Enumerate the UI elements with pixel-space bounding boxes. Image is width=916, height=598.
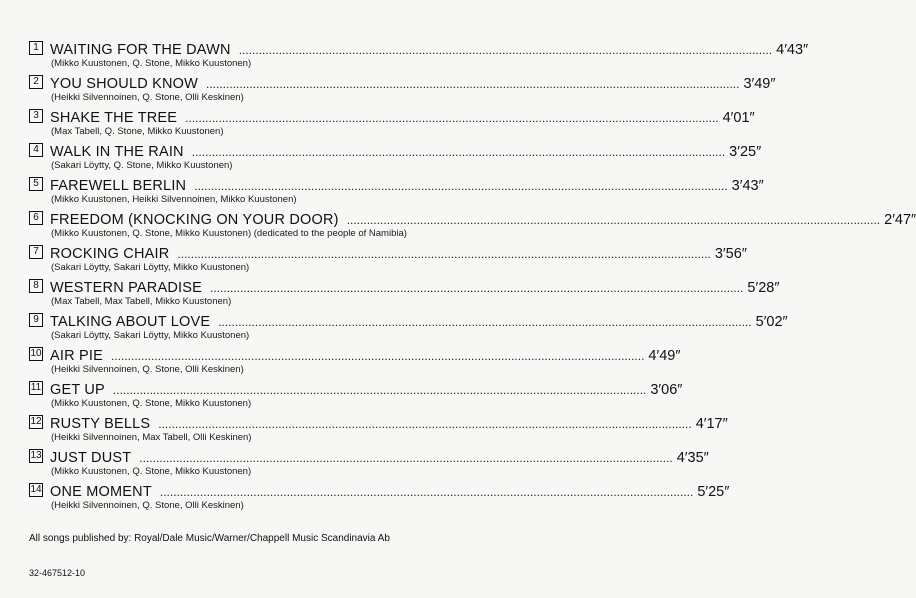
track-title-line xyxy=(50,107,755,127)
dot-leader: ................................................................................................................................................................ xyxy=(112,383,647,397)
track-credits: (Max Tabell, Max Tabell, Mikko Kuustonen) xyxy=(51,296,232,307)
track-row xyxy=(29,345,681,379)
track-duration: 3′43″ xyxy=(731,178,764,194)
track-number-box: 2 xyxy=(29,75,43,89)
track-credits: (Sakari Löytty, Q. Stone, Mikko Kuustonen) xyxy=(51,160,233,171)
track-title: GET UP xyxy=(50,382,105,398)
track-title-line xyxy=(50,209,916,229)
track-credits: (Heikki Silvennoinen, Q. Stone, Olli Keskinen) xyxy=(51,92,244,103)
track-row xyxy=(29,413,728,447)
track-number-box: 6 xyxy=(29,211,43,225)
track-credits: (Mikko Kuustonen, Q. Stone, Mikko Kuustonen) xyxy=(51,58,252,69)
dot-leader: ................................................................................................................................................................ xyxy=(158,417,692,431)
dot-leader: ................................................................................................................................................................ xyxy=(209,281,744,295)
dot-leader: ................................................................................................................................................................ xyxy=(194,179,728,193)
track-number-box: 8 xyxy=(29,279,43,293)
publisher-note: All songs published by: Royal/Dale Music/Warner/Chappell Music Scandinavia Ab xyxy=(29,533,390,544)
track-number-box: 1 xyxy=(29,41,43,55)
track-title-line xyxy=(50,345,681,365)
dot-leader: ................................................................................................................................................................ xyxy=(159,485,694,499)
track-title: ROCKING CHAIR xyxy=(50,246,170,262)
track-number-box: 12 xyxy=(30,416,42,427)
track-title-line xyxy=(50,447,709,467)
track-title-line xyxy=(50,73,776,93)
track-title-line xyxy=(50,481,730,501)
dot-leader: ................................................................................................................................................................ xyxy=(206,77,740,91)
dot-leader: ................................................................................................................................................................ xyxy=(185,111,719,125)
track-number-box: 3 xyxy=(29,109,43,123)
track-title: WESTERN PARADISE xyxy=(50,280,202,296)
track-credits: (Mikko Kuustonen, Q. Stone, Mikko Kuustonen) xyxy=(51,466,252,477)
dot-leader: ................................................................................................................................................................ xyxy=(191,145,726,159)
dot-leader: ................................................................................................................................................................ xyxy=(177,247,711,261)
track-row xyxy=(29,243,747,277)
track-credits: (Heikki Silvennoinen, Max Tabell, Olli Keskinen) xyxy=(51,432,252,443)
track-row xyxy=(29,277,780,311)
track-number-box: 10 xyxy=(30,348,42,359)
dot-leader: ................................................................................................................................................................ xyxy=(218,315,752,329)
track-number-box: 13 xyxy=(30,450,42,461)
track-number-box: 9 xyxy=(29,313,43,327)
track-title-line xyxy=(50,39,809,59)
track-row xyxy=(29,209,916,243)
track-duration: 4′43″ xyxy=(776,42,809,58)
track-title-line xyxy=(50,243,747,263)
track-credits: (Heikki Silvennoinen, Q. Stone, Olli Keskinen) xyxy=(51,500,244,511)
track-title-line xyxy=(50,379,683,399)
track-credits: (Sakari Löytty, Sakari Löytty, Mikko Kuustonen) xyxy=(51,330,250,341)
track-title: ONE MOMENT xyxy=(50,484,152,500)
track-title: RUSTY BELLS xyxy=(50,416,151,432)
track-duration: 4′49″ xyxy=(648,348,681,364)
track-row xyxy=(29,311,788,345)
track-duration: 5′25″ xyxy=(697,484,730,500)
track-credits: (Mikko Kuustonen, Q. Stone, Mikko Kuustonen) (dedicated to the people of Namibia) xyxy=(51,228,407,239)
track-title: AIR PIE xyxy=(50,348,103,364)
track-title-line xyxy=(50,277,780,297)
track-credits: (Mikko Kuustonen, Q. Stone, Mikko Kuustonen) xyxy=(51,398,252,409)
track-row xyxy=(29,107,755,141)
track-duration: 4′01″ xyxy=(722,110,755,126)
track-duration: 3′06″ xyxy=(650,382,683,398)
track-title: TALKING ABOUT LOVE xyxy=(50,314,211,330)
track-duration: 3′25″ xyxy=(729,144,762,160)
track-duration: 5′02″ xyxy=(755,314,788,330)
track-credits: (Max Tabell, Q. Stone, Mikko Kuustonen) xyxy=(51,126,224,137)
track-number-box: 14 xyxy=(30,484,42,495)
track-number-box: 11 xyxy=(30,382,42,393)
track-row xyxy=(29,379,683,413)
track-number-box: 5 xyxy=(29,177,43,191)
track-number-box: 4 xyxy=(29,143,43,157)
track-row xyxy=(29,39,809,73)
track-row xyxy=(29,141,762,175)
track-duration: 5′28″ xyxy=(747,280,780,296)
track-title-line xyxy=(50,141,762,161)
track-row xyxy=(29,175,764,209)
track-title-line xyxy=(50,311,788,331)
track-title: WAITING FOR THE DAWN xyxy=(50,42,231,58)
dot-leader: ................................................................................................................................................................ xyxy=(139,451,673,465)
track-duration: 4′17″ xyxy=(695,416,728,432)
track-number-box: 7 xyxy=(29,245,43,259)
track-row xyxy=(29,481,730,515)
track-duration: 2′47″ xyxy=(884,212,916,228)
dot-leader: ................................................................................................................................................................ xyxy=(346,213,881,227)
catalog-number: 32-467512-10 xyxy=(29,568,86,578)
track-credits: (Mikko Kuustonen, Heikki Silvennoinen, Mikko Kuustonen) xyxy=(51,194,297,205)
track-duration: 4′35″ xyxy=(676,450,709,466)
track-title: JUST DUST xyxy=(50,450,132,466)
dot-leader: ................................................................................................................................................................ xyxy=(238,43,773,57)
track-title: FREEDOM (KNOCKING ON YOUR DOOR) xyxy=(50,212,339,228)
dot-leader: ................................................................................................................................................................ xyxy=(110,349,645,363)
track-title: FAREWELL BERLIN xyxy=(50,178,187,194)
track-duration: 3′56″ xyxy=(714,246,747,262)
track-credits: (Heikki Silvennoinen, Q. Stone, Olli Keskinen) xyxy=(51,364,244,375)
track-title-line xyxy=(50,413,728,433)
track-duration: 3′49″ xyxy=(743,76,776,92)
track-title: YOU SHOULD KNOW xyxy=(50,76,199,92)
track-credits: (Sakari Löytty, Sakari Löytty, Mikko Kuustonen) xyxy=(51,262,250,273)
track-title: WALK IN THE RAIN xyxy=(50,144,184,160)
track-row xyxy=(29,447,709,481)
track-title: SHAKE THE TREE xyxy=(50,110,178,126)
track-title-line xyxy=(50,175,764,195)
track-row xyxy=(29,73,776,107)
